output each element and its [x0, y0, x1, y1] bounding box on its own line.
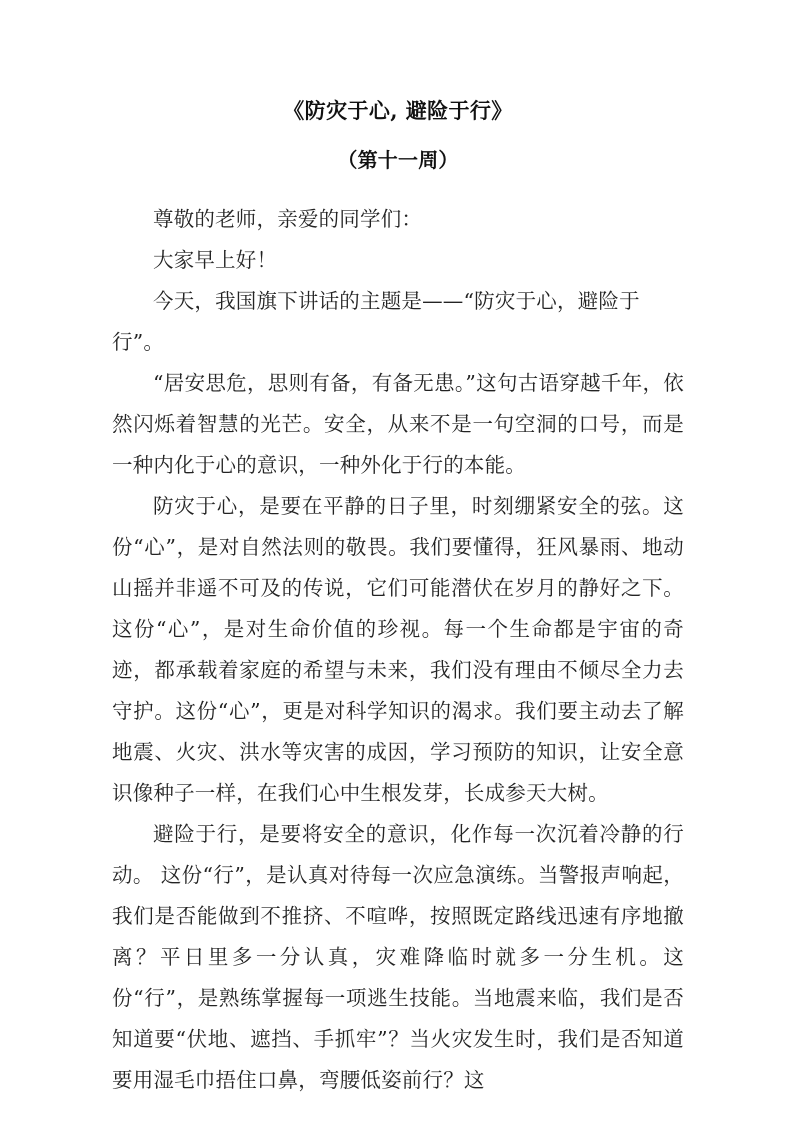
page-title: 《防灾于心, 避险于行》	[283, 98, 513, 123]
paragraph-avoidance-in-action: 避险于行，是要将安全的意识，化作每一次沉着冷静的行动。 这份“行”，是认真对待每一次应急演练。当警报声响起，我们是否能做到不推挤、不喧哗，按照既定路线迅速有序地撤离？平日里多一分认真，灾难降临时就多一分生机。这份“行”，是熟练掌握每一项逃生技能。当地震来临，我们是否知道要“伏地、遮挡、手抓牢”？当火灾发生时，我们是否知道要用湿毛巾捂住口鼻，弯腰低姿前行？这	[112, 822, 684, 1092]
paragraph-good-morning: 大家早上好！	[153, 248, 278, 272]
paragraph-prevention-in-heart: 防灾于心，是要在平静的日子里，时刻绷紧安全的弦。这份“心”，是对自然法则的敬畏。我们要懂得，狂风暴雨、地动山摇并非遥不可及的传说，它们可能潜伏在岁月的静好之下。这份“心”，是对生命价值的珍视。每一个生命都是宇宙的奇迹，都承载着家庭的希望与未来，我们没有理由不倾尽全力去守护。这份“心”，更是对科学知识的渴求。我们要主动去了解地震、火灾、洪水等灾害的成因，学习预防的知识，让安全意识像种子一样，在我们心中生根发芽，长成参天大树。	[112, 494, 684, 805]
paragraph-theme: 今天，我国旗下讲话的主题是——“防灾于心，避险于行”。	[112, 289, 640, 354]
document-content	[112, 0, 684, 1101]
document-subtitle: （第十一周）	[337, 148, 459, 172]
paragraph-greeting: 尊敬的老师，亲爱的同学们：	[153, 207, 423, 231]
paragraph-proverb: “居安思危，思则有备，有备无患。”这句古语穿越千年，依然闪烁着智慧的光芒。安全，从来不是一句空洞的口号，而是一种内化于心的意识，一种外化于行的本能。	[112, 371, 684, 477]
document-body	[112, 199, 684, 1101]
